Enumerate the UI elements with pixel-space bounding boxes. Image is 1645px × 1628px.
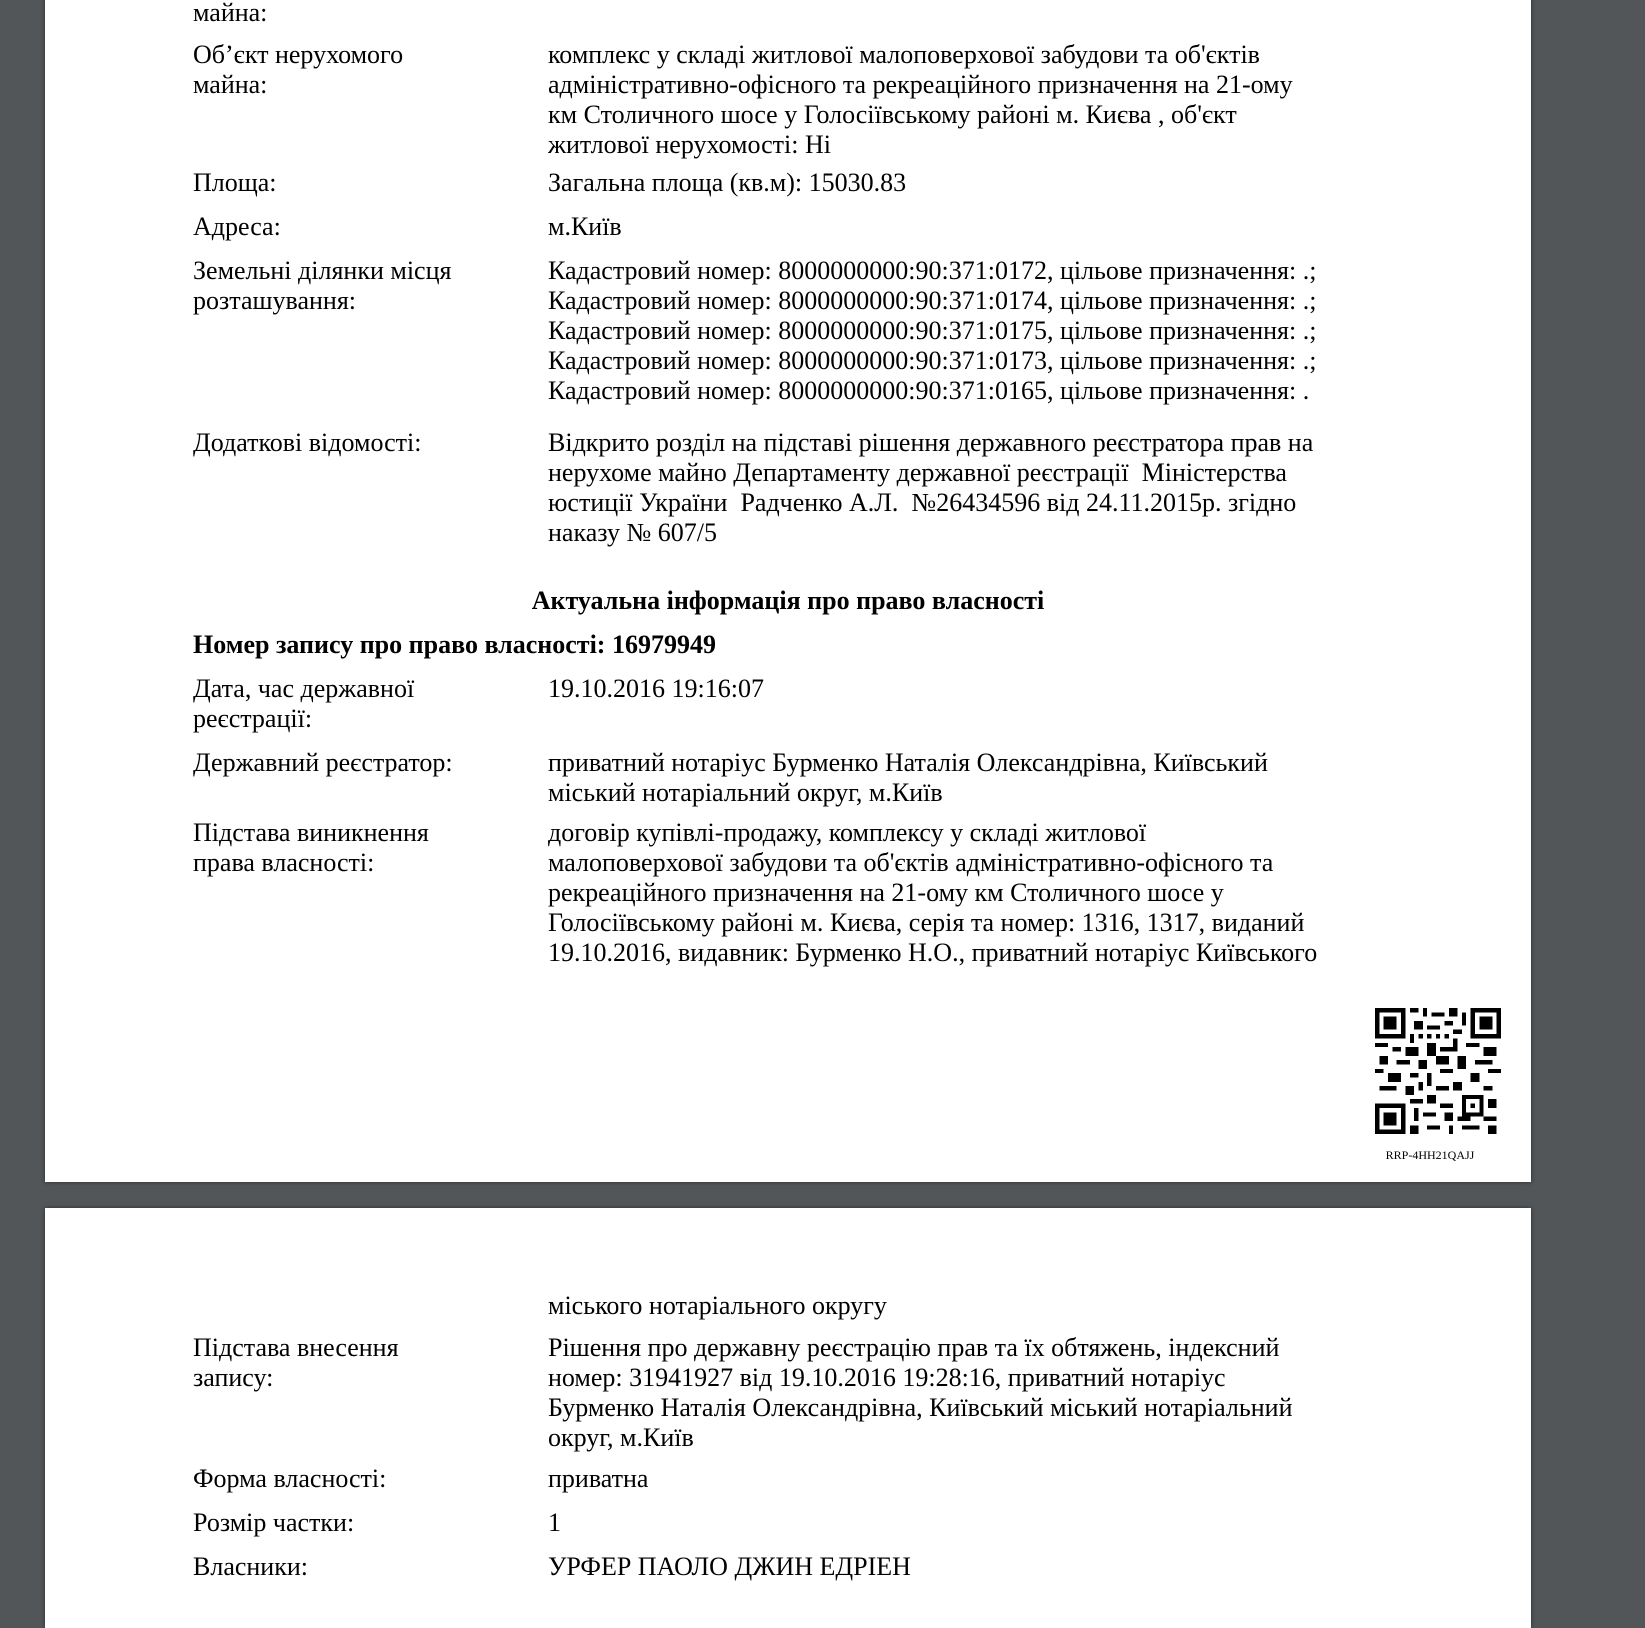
section-heading: Актуальна інформація про право власності (531, 586, 1045, 615)
field-value-owners: УРФЕР ПАОЛО ДЖИН ЕДРІЕН (548, 1552, 911, 1581)
field-value-land-plots: Кадастровий номер: 8000000000:90:371:0172, цільове призначення: .; Кадастровий номер: 8000000000:90:371:0174, цільове призначення: .; Кадастровий номер: 8000000000:90:371:0175, цільове призначення: .; Кадастровий номер: 8000000000:90:371:0173, цільове призначення: .; Кадастровий номер: 8000000000:90:371:0165, цільове призначення: . (548, 256, 1317, 405)
field-label-address: Адреса: (193, 212, 281, 241)
field-value-ownership-form: приватна (548, 1464, 649, 1493)
field-label-registrar: Державний реєстратор: (193, 748, 453, 777)
field-value-ownership-basis-continued: міського нотаріального округу (548, 1291, 887, 1320)
field-label-ownership-basis: Підстава виникнення права власності: (193, 818, 429, 877)
qr-code-icon (1375, 1008, 1501, 1134)
field-label-land-plots: Земельні ділянки місця розташування: (193, 256, 452, 315)
document-page-2 (45, 1208, 1531, 1628)
field-label-share-size: Розмір частки: (193, 1508, 355, 1537)
qr-caption: RRP-4HH21QAJJ (1385, 1148, 1475, 1162)
field-label-ownership-form: Форма власності: (193, 1464, 387, 1493)
field-value-additional-info: Відкрито розділ на підставі рішення державного реєстратора прав на нерухоме майно Департаменту державної реєстрації Міністерства юстиції України Радченко А.Л. №26434596 від 24.11.2015р. згідно наказу № 607/5 (548, 428, 1314, 547)
document-page-1 (45, 0, 1531, 1182)
field-value-address: м.Київ (548, 212, 622, 241)
field-value-entry-basis: Рішення про державну реєстрацію прав та їх обтяжень, індексний номер: 31941927 від 19.10.2016 19:28:16, приватний нотаріус Бурменко Наталія Олександрівна, Київський міський нотаріальний округ, м.Київ (548, 1333, 1293, 1452)
field-label-registration-date: Дата, час державної реєстрації: (193, 674, 415, 733)
field-label-additional-info: Додаткові відомості: (193, 428, 422, 457)
field-value-ownership-basis: договір купівлі-продажу, комплексу у складі житлової малоповерхової забудови та об'єктів адміністративно-офісного та рекреаційного призначення на 21-ому км Столичного шосе у Голосіївському районі м. Києва, серія та номер: 1316, 1317, виданий 19.10.2016, видавник: Бурменко Н.О., приватний нотаріус Київського (548, 818, 1318, 967)
field-label-owners: Власники: (193, 1552, 308, 1581)
field-value-registrar: приватний нотаріус Бурменко Наталія Олександрівна, Київський міський нотаріальний округ, м.Київ (548, 748, 1268, 807)
ownership-record-number: Номер запису про право власності: 16979949 (193, 630, 716, 659)
field-value-registration-date: 19.10.2016 19:16:07 (548, 674, 764, 703)
field-value-property-object: комплекс у складі житлової малоповерхової забудови та об'єктів адміністративно-офісного та рекреаційного призначення на 21-ому км Столичного шосе у Голосіївському районі м. Києва , об'єкт житлової нерухомості: Ні (548, 40, 1293, 159)
viewer-background (1631, 0, 1645, 1590)
field-label-area: Площа: (193, 168, 277, 197)
field-label-property-object: Об’єкт нерухомого майна: (193, 40, 404, 99)
field-label-entry-basis: Підстава внесення запису: (193, 1333, 399, 1392)
field-label-property-remainder: майна: (193, 0, 268, 27)
field-value-area: Загальна площа (кв.м): 15030.83 (548, 168, 907, 197)
field-value-share-size: 1 (548, 1508, 561, 1537)
